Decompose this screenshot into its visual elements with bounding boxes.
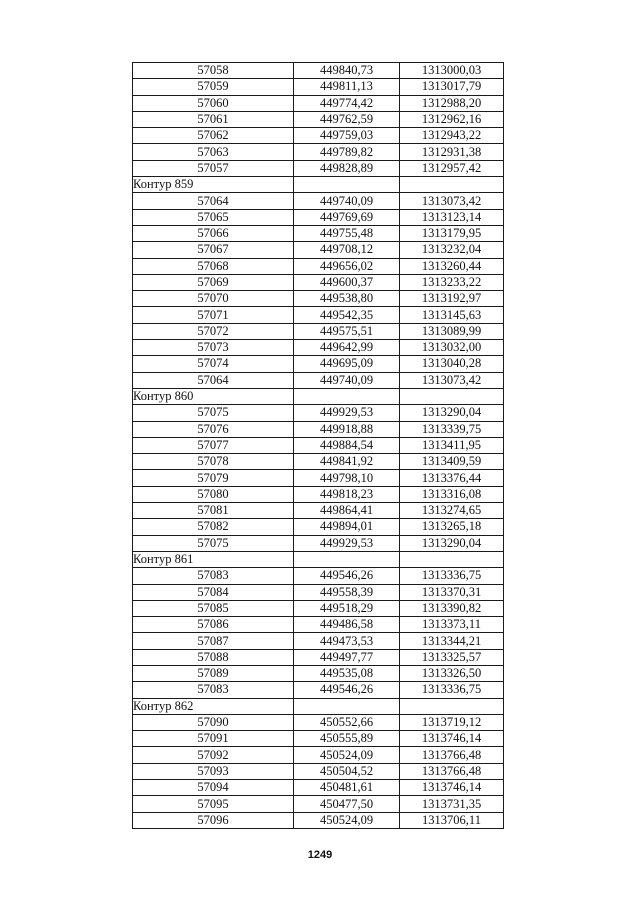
contour-label: Контур 860: [133, 388, 294, 404]
table-row: [133, 568, 504, 584]
point-number: 57081: [133, 503, 294, 519]
y-coordinate: 1313336,75: [400, 568, 504, 584]
table-row: [133, 665, 504, 681]
y-coordinate: 1313179,95: [400, 225, 504, 241]
x-coordinate: 449774,42: [294, 95, 400, 111]
y-coordinate: 1313316,08: [400, 486, 504, 502]
contour-header-row: [133, 388, 504, 404]
point-number: 57086: [133, 617, 294, 633]
point-number: 57077: [133, 437, 294, 453]
table-row: [133, 209, 504, 225]
point-number: 57079: [133, 470, 294, 486]
table-row: [133, 584, 504, 600]
point-number: 57085: [133, 600, 294, 616]
x-coordinate: 449929,53: [294, 405, 400, 421]
x-coordinate: 449546,26: [294, 568, 400, 584]
y-coordinate: 1312962,16: [400, 111, 504, 127]
x-coordinate: 450481,61: [294, 780, 400, 796]
table-row: [133, 519, 504, 535]
table-row: [133, 225, 504, 241]
x-coordinate: 449656,02: [294, 258, 400, 274]
point-number: 57095: [133, 796, 294, 812]
point-number: 57091: [133, 731, 294, 747]
y-coordinate: 1313326,50: [400, 665, 504, 681]
table-row: [133, 405, 504, 421]
y-coordinate: 1313373,11: [400, 617, 504, 633]
table-row: [133, 617, 504, 633]
y-coordinate: 1313290,04: [400, 405, 504, 421]
point-number: 57083: [133, 682, 294, 698]
y-coordinate: 1313192,97: [400, 291, 504, 307]
coordinates-table-body: [133, 63, 504, 829]
y-coordinate: 1313017,79: [400, 79, 504, 95]
y-coordinate: 1313073,42: [400, 193, 504, 209]
point-number: 57090: [133, 714, 294, 730]
table-row: [133, 323, 504, 339]
point-number: 57067: [133, 242, 294, 258]
y-coordinate: 1313260,44: [400, 258, 504, 274]
table-row: [133, 356, 504, 372]
x-coordinate: 449575,51: [294, 323, 400, 339]
x-coordinate: 450555,89: [294, 731, 400, 747]
table-row: [133, 258, 504, 274]
y-coordinate: 1313265,18: [400, 519, 504, 535]
x-coordinate: 449546,26: [294, 682, 400, 698]
y-coordinate: 1313032,00: [400, 340, 504, 356]
x-coordinate: 449473,53: [294, 633, 400, 649]
x-coordinate: 449762,59: [294, 111, 400, 127]
empty-cell: [400, 388, 504, 404]
y-coordinate: 1313073,42: [400, 372, 504, 388]
x-coordinate: 450504,52: [294, 763, 400, 779]
table-row: [133, 79, 504, 95]
y-coordinate: 1313376,44: [400, 470, 504, 486]
point-number: 57084: [133, 584, 294, 600]
y-coordinate: 1313040,28: [400, 356, 504, 372]
x-coordinate: 449840,73: [294, 63, 400, 79]
contour-header-row: [133, 177, 504, 193]
table-row: [133, 649, 504, 665]
point-number: 57061: [133, 111, 294, 127]
y-coordinate: 1312943,22: [400, 128, 504, 144]
y-coordinate: 1312957,42: [400, 160, 504, 176]
table-row: [133, 63, 504, 79]
y-coordinate: 1312931,38: [400, 144, 504, 160]
empty-cell: [294, 698, 400, 714]
y-coordinate: 1313290,04: [400, 535, 504, 551]
table-row: [133, 144, 504, 160]
x-coordinate: 449755,48: [294, 225, 400, 241]
y-coordinate: 1313370,31: [400, 584, 504, 600]
table-row: [133, 796, 504, 812]
empty-cell: [400, 177, 504, 193]
y-coordinate: 1313233,22: [400, 274, 504, 290]
y-coordinate: 1313123,14: [400, 209, 504, 225]
table-row: [133, 486, 504, 502]
point-number: 57059: [133, 79, 294, 95]
x-coordinate: 449600,37: [294, 274, 400, 290]
empty-cell: [294, 177, 400, 193]
x-coordinate: 449535,08: [294, 665, 400, 681]
table-row: [133, 160, 504, 176]
point-number: 57074: [133, 356, 294, 372]
x-coordinate: 449642,99: [294, 340, 400, 356]
table-row: [133, 372, 504, 388]
table-row: [133, 454, 504, 470]
y-coordinate: 1312988,20: [400, 95, 504, 111]
x-coordinate: 450524,09: [294, 812, 400, 828]
x-coordinate: 449929,53: [294, 535, 400, 551]
point-number: 57068: [133, 258, 294, 274]
empty-cell: [400, 698, 504, 714]
y-coordinate: 1313706,11: [400, 812, 504, 828]
point-number: 57089: [133, 665, 294, 681]
y-coordinate: 1313390,82: [400, 600, 504, 616]
point-number: 57057: [133, 160, 294, 176]
contour-label: Контур 861: [133, 551, 294, 567]
point-number: 57094: [133, 780, 294, 796]
table-row: [133, 470, 504, 486]
x-coordinate: 449864,41: [294, 503, 400, 519]
point-number: 57096: [133, 812, 294, 828]
point-number: 57065: [133, 209, 294, 225]
point-number: 57083: [133, 568, 294, 584]
point-number: 57093: [133, 763, 294, 779]
table-row: [133, 682, 504, 698]
table-row: [133, 812, 504, 828]
point-number: 57088: [133, 649, 294, 665]
x-coordinate: 450552,66: [294, 714, 400, 730]
point-number: 57075: [133, 405, 294, 421]
x-coordinate: 449759,03: [294, 128, 400, 144]
y-coordinate: 1313325,57: [400, 649, 504, 665]
table-row: [133, 780, 504, 796]
y-coordinate: 1313232,04: [400, 242, 504, 258]
point-number: 57073: [133, 340, 294, 356]
x-coordinate: 450477,50: [294, 796, 400, 812]
x-coordinate: 449538,80: [294, 291, 400, 307]
table-row: [133, 437, 504, 453]
table-row: [133, 714, 504, 730]
table-row: [133, 731, 504, 747]
x-coordinate: 450524,09: [294, 747, 400, 763]
y-coordinate: 1313089,99: [400, 323, 504, 339]
point-number: 57070: [133, 291, 294, 307]
point-number: 57071: [133, 307, 294, 323]
point-number: 57080: [133, 486, 294, 502]
table-row: [133, 535, 504, 551]
x-coordinate: 449542,35: [294, 307, 400, 323]
point-number: 57064: [133, 372, 294, 388]
point-number: 57058: [133, 63, 294, 79]
empty-cell: [400, 551, 504, 567]
x-coordinate: 449740,09: [294, 372, 400, 388]
y-coordinate: 1313766,48: [400, 747, 504, 763]
x-coordinate: 449708,12: [294, 242, 400, 258]
x-coordinate: 449789,82: [294, 144, 400, 160]
point-number: 57078: [133, 454, 294, 470]
y-coordinate: 1313000,03: [400, 63, 504, 79]
x-coordinate: 449558,39: [294, 584, 400, 600]
x-coordinate: 449828,89: [294, 160, 400, 176]
y-coordinate: 1313336,75: [400, 682, 504, 698]
y-coordinate: 1313746,14: [400, 731, 504, 747]
point-number: 57076: [133, 421, 294, 437]
x-coordinate: 449497,77: [294, 649, 400, 665]
table-row: [133, 193, 504, 209]
x-coordinate: 449798,10: [294, 470, 400, 486]
table-row: [133, 763, 504, 779]
contour-header-row: [133, 698, 504, 714]
point-number: 57062: [133, 128, 294, 144]
point-number: 57063: [133, 144, 294, 160]
point-number: 57060: [133, 95, 294, 111]
point-number: 57066: [133, 225, 294, 241]
x-coordinate: 449769,69: [294, 209, 400, 225]
y-coordinate: 1313731,35: [400, 796, 504, 812]
contour-label: Контур 862: [133, 698, 294, 714]
empty-cell: [294, 388, 400, 404]
x-coordinate: 449884,54: [294, 437, 400, 453]
y-coordinate: 1313344,21: [400, 633, 504, 649]
table-row: [133, 633, 504, 649]
x-coordinate: 449740,09: [294, 193, 400, 209]
table-row: [133, 600, 504, 616]
empty-cell: [294, 551, 400, 567]
table-row: [133, 747, 504, 763]
contour-header-row: [133, 551, 504, 567]
x-coordinate: 449894,01: [294, 519, 400, 535]
page-number: 1249: [307, 849, 333, 861]
table-row: [133, 291, 504, 307]
y-coordinate: 1313746,14: [400, 780, 504, 796]
point-number: 57069: [133, 274, 294, 290]
y-coordinate: 1313274,65: [400, 503, 504, 519]
x-coordinate: 449695,09: [294, 356, 400, 372]
table-row: [133, 307, 504, 323]
y-coordinate: 1313766,48: [400, 763, 504, 779]
x-coordinate: 449841,92: [294, 454, 400, 470]
x-coordinate: 449518,29: [294, 600, 400, 616]
y-coordinate: 1313339,75: [400, 421, 504, 437]
table-row: [133, 503, 504, 519]
y-coordinate: 1313145,63: [400, 307, 504, 323]
y-coordinate: 1313719,12: [400, 714, 504, 730]
point-number: 57087: [133, 633, 294, 649]
contour-label: Контур 859: [133, 177, 294, 193]
point-number: 57075: [133, 535, 294, 551]
point-number: 57082: [133, 519, 294, 535]
point-number: 57072: [133, 323, 294, 339]
y-coordinate: 1313409,59: [400, 454, 504, 470]
table-row: [133, 421, 504, 437]
x-coordinate: 449811,13: [294, 79, 400, 95]
x-coordinate: 449486,58: [294, 617, 400, 633]
y-coordinate: 1313411,95: [400, 437, 504, 453]
table-row: [133, 95, 504, 111]
table-row: [133, 340, 504, 356]
table-row: [133, 111, 504, 127]
x-coordinate: 449818,23: [294, 486, 400, 502]
x-coordinate: 449918,88: [294, 421, 400, 437]
table-row: [133, 128, 504, 144]
point-number: 57092: [133, 747, 294, 763]
table-row: [133, 274, 504, 290]
table-row: [133, 242, 504, 258]
point-number: 57064: [133, 193, 294, 209]
coordinates-table: [132, 62, 504, 829]
